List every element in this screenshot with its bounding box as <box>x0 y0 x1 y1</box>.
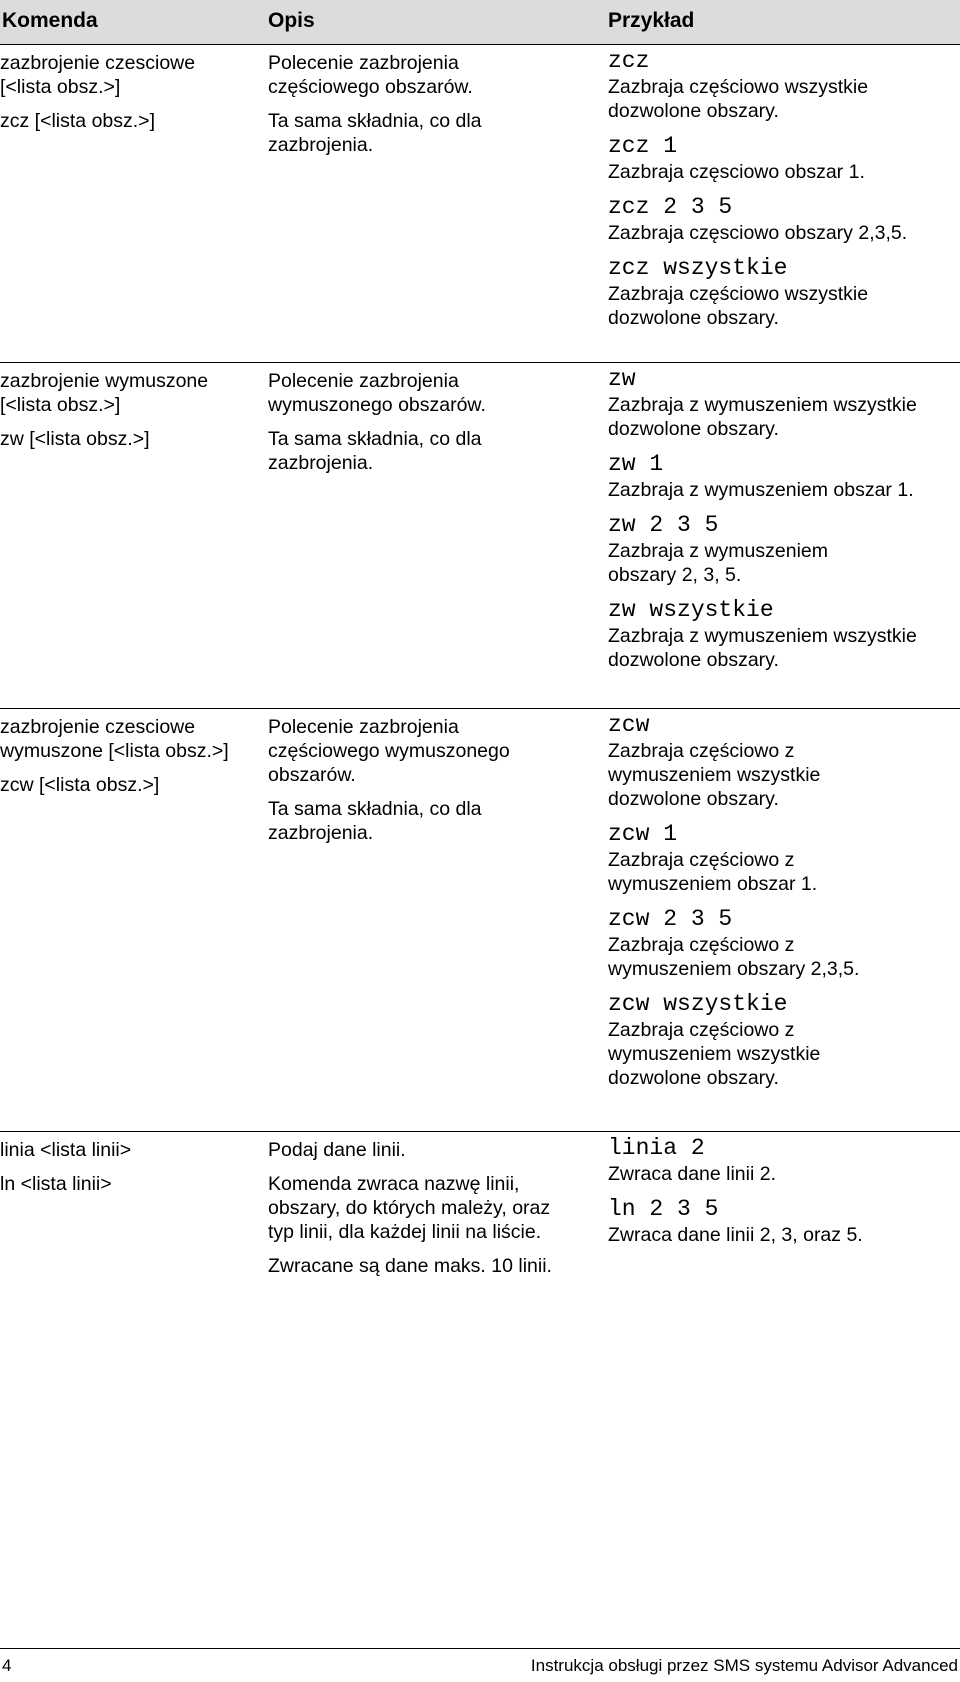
example-code: zw <box>608 366 636 392</box>
example-text: Zazbraja częściowo wszystkie dozwolone obszary. <box>608 76 869 122</box>
example-code: zcz <box>608 48 650 74</box>
example-item <box>608 194 960 245</box>
example-code: zcz 2 3 5 <box>608 194 733 220</box>
example-code: zw 1 <box>608 451 664 477</box>
command-cell <box>0 369 245 461</box>
example-item <box>608 451 960 502</box>
description-cell <box>268 1138 598 1288</box>
command-alias: zcw [<lista obsz.>] <box>0 774 160 796</box>
example-cell <box>608 48 960 340</box>
example-code: zw 2 3 5 <box>608 512 719 538</box>
example-text: Zazbraja z wymuszeniem obszar 1. <box>608 479 914 501</box>
example-text: Zazbraja częsciowo obszar 1. <box>608 161 865 183</box>
command-text: linia <lista linii> <box>0 1139 132 1161</box>
example-item <box>608 1135 960 1186</box>
example-item <box>608 821 908 896</box>
example-text: Zazbraja częściowo z wymuszeniem obszary 2,3,5. <box>608 934 860 980</box>
example-text: Zazbraja z wymuszeniem obszary 2, 3, 5. <box>608 540 828 586</box>
example-text: Zazbraja częściowo z wymuszeniem obszar 1. <box>608 849 818 895</box>
example-text: Zazbraja częściowo wszystkie dozwolone obszary. <box>608 283 869 329</box>
command-alias: zw [<lista obsz.>] <box>0 428 150 450</box>
example-code: zcw <box>608 712 650 738</box>
example-text: Zazbraja z wymuszeniem wszystkie dozwolone obszary. <box>608 394 917 440</box>
example-code: zcw 2 3 5 <box>608 906 733 932</box>
command-text: zazbrojenie wymuszone [<lista obsz.>] <box>0 370 209 416</box>
example-code: zcw 1 <box>608 821 678 847</box>
description-text: Polecenie zazbrojenia częściowego wymuszonego obszarów. <box>268 716 510 786</box>
example-cell <box>608 366 960 682</box>
example-text: Zazbraja z wymuszeniem wszystkie dozwolone obszary. <box>608 625 917 671</box>
example-text: Zazbraja częściowo z wymuszeniem wszystkie dozwolone obszary. <box>608 740 821 810</box>
table-header <box>0 0 960 45</box>
description-text: Komenda zwraca nazwę linii, obszary, do których mależy, oraz typ linii, dla każdej linii na liście. <box>268 1173 551 1243</box>
description-text: Polecenie zazbrojenia częściowego obszarów. <box>268 52 473 98</box>
row-divider <box>0 362 960 363</box>
command-cell <box>0 1138 255 1206</box>
description-text: Ta sama składnia, co dla zazbrojenia. <box>268 798 482 844</box>
command-alias: ln <lista linii> <box>0 1173 112 1195</box>
description-cell <box>268 715 598 855</box>
description-text: Zwracane są dane maks. 10 linii. <box>268 1255 552 1277</box>
example-code: zw wszystkie <box>608 597 774 623</box>
row-divider <box>0 708 960 709</box>
header-komenda: Komenda <box>2 9 98 32</box>
example-text: Zazbraja częsciowo obszary 2,3,5. <box>608 222 908 244</box>
command-text: zazbrojenie czesciowe wymuszone [<lista obsz.>] <box>0 716 229 762</box>
command-cell <box>0 51 240 143</box>
example-code: ln 2 3 5 <box>608 1196 719 1222</box>
row-divider <box>0 1131 960 1132</box>
example-code: zcz 1 <box>608 133 678 159</box>
footer-divider <box>0 1648 960 1649</box>
description-cell <box>268 369 598 485</box>
example-cell <box>608 712 908 1100</box>
command-text: zazbrojenie czesciowe [<lista obsz.>] <box>0 52 196 98</box>
example-item <box>608 255 960 330</box>
example-item <box>608 512 960 587</box>
example-code: linia 2 <box>608 1135 705 1161</box>
example-item <box>608 712 908 811</box>
example-item <box>608 1196 960 1247</box>
example-text: Zwraca dane linii 2. <box>608 1163 776 1185</box>
header-opis: Opis <box>268 9 315 32</box>
example-text: Zazbraja częściowo z wymuszeniem wszystkie dozwolone obszary. <box>608 1019 821 1089</box>
description-text: Ta sama składnia, co dla zazbrojenia. <box>268 110 482 156</box>
example-item <box>608 906 908 981</box>
example-item <box>608 597 960 672</box>
example-code: zcz wszystkie <box>608 255 788 281</box>
description-text: Ta sama składnia, co dla zazbrojenia. <box>268 428 482 474</box>
description-text: Polecenie zazbrojenia wymuszonego obszarów. <box>268 370 486 416</box>
example-code: zcw wszystkie <box>608 991 788 1017</box>
example-cell <box>608 1135 960 1257</box>
description-text: Podaj dane linii. <box>268 1139 406 1161</box>
example-item <box>608 991 908 1090</box>
description-cell <box>268 51 598 167</box>
example-text: Zwraca dane linii 2, 3, oraz 5. <box>608 1224 863 1246</box>
example-item <box>608 366 960 441</box>
command-cell <box>0 715 235 807</box>
page-number: 4 <box>2 1656 12 1675</box>
header-przyklad: Przykład <box>608 9 695 32</box>
example-item <box>608 133 960 184</box>
document-title: Instrukcja obsługi przez SMS systemu Advisor Advanced <box>530 1656 958 1675</box>
example-item <box>608 48 960 123</box>
command-alias: zcz [<lista obsz.>] <box>0 110 155 132</box>
